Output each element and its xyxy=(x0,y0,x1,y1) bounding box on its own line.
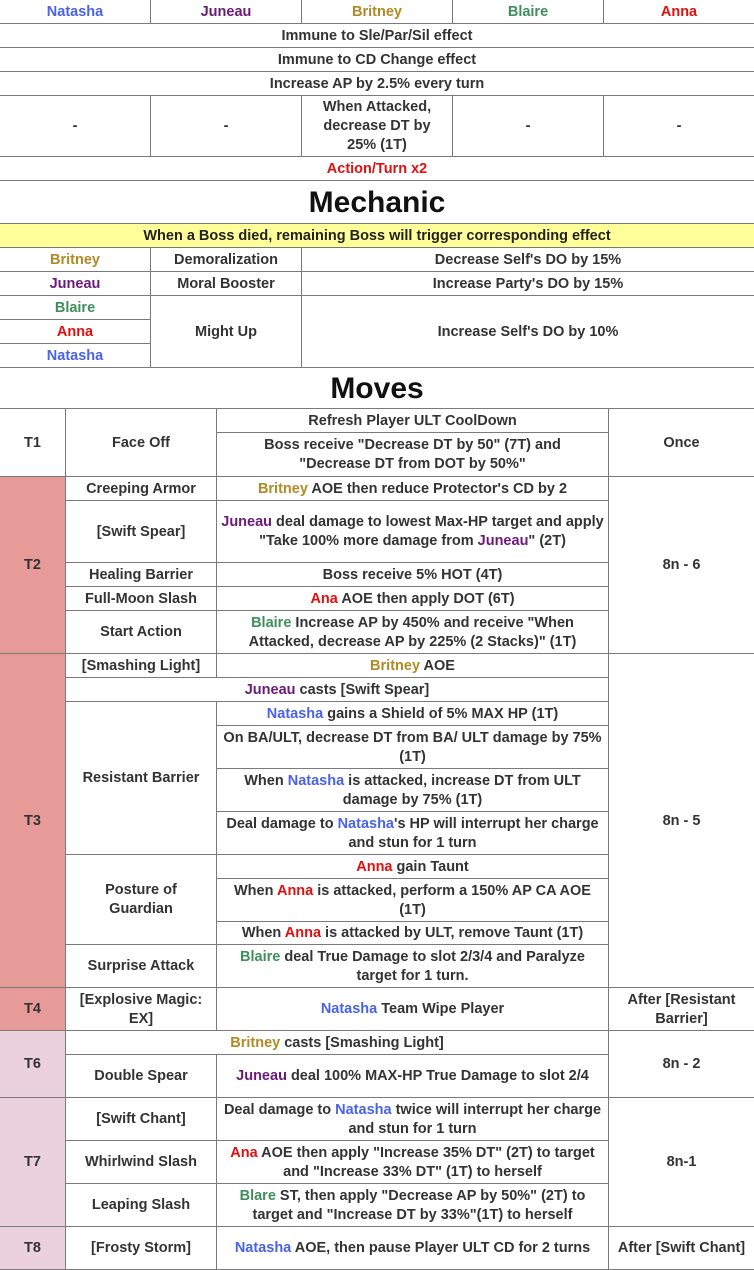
turn-t3: T3 xyxy=(24,812,41,829)
table-rule xyxy=(150,0,151,24)
effect-anna-counter xyxy=(217,879,608,922)
effect-text: is attacked, perform a 150% AP CA AOE (1T) xyxy=(313,882,591,918)
effect-text: Team Wipe Player xyxy=(377,1001,505,1017)
table-rule xyxy=(216,725,608,726)
mechanic-demoralization: Demoralization xyxy=(174,251,278,268)
mechanic-boss-juneau: Juneau xyxy=(49,275,101,292)
table-rule xyxy=(0,95,754,96)
table-rule xyxy=(301,248,302,368)
table-rule xyxy=(65,610,608,611)
table-rule xyxy=(65,1183,608,1184)
effect-full-moon-slash xyxy=(217,587,608,611)
boss-name: Juneau xyxy=(221,514,273,530)
timing-t1: Once xyxy=(663,434,700,451)
table-rule xyxy=(0,1097,754,1098)
mechanic-banner: When a Boss died, remaining Boss will trigger corresponding effect xyxy=(143,227,611,244)
effect-text: twice will interrupt her charge and stun for 1 turn xyxy=(348,1101,602,1137)
boss-name: Britney xyxy=(370,657,421,674)
table-rule xyxy=(0,319,150,320)
move-face-off: Face Off xyxy=(111,434,170,451)
effect-whirlwind-slash xyxy=(217,1141,608,1184)
boss-name: Natasha xyxy=(320,1001,378,1017)
action-turn-row: Action/Turn x2 xyxy=(326,160,428,177)
effect-text: AOE then apply "Increase 35% DT" (2T) to target and "Increase 33% DT" (1T) to herself xyxy=(257,1144,595,1180)
effect-text: ST, then apply "Decrease AP by 50%" (2T) to target and "Increase DT by 33%"(1T) to herself xyxy=(252,1187,586,1223)
turn-t1: T1 xyxy=(24,434,41,451)
effect-britney-casts-smashing-light xyxy=(66,1031,608,1055)
table-rule xyxy=(216,409,217,678)
boss-name: Blaire xyxy=(240,948,281,965)
table-rule xyxy=(0,476,754,477)
table-rule xyxy=(216,811,608,812)
boss-name: Natasha xyxy=(337,815,394,832)
boss-header-juneau: Juneau xyxy=(200,3,252,20)
passive-britney: When Attacked, decrease DT by 25% (1T) xyxy=(322,99,432,153)
effect-text: Deal damage to xyxy=(226,815,338,832)
table-rule xyxy=(65,677,608,678)
table-rule xyxy=(65,409,66,1270)
mechanic-title: Mechanic xyxy=(308,186,446,219)
effect-text: casts [Smashing Light] xyxy=(280,1034,444,1051)
table-rule xyxy=(216,1055,217,1270)
passive-blaire: - xyxy=(525,118,531,134)
timing-t7: 8n-1 xyxy=(666,1154,697,1170)
boss-header-blaire: Blaire xyxy=(507,3,549,20)
boss-name: Blaire xyxy=(251,614,292,631)
move-creeping-armor: Creeping Armor xyxy=(86,480,196,497)
boss-name: Blare xyxy=(239,1187,276,1204)
effect-text: AOE then reduce Protector's CD by 2 xyxy=(307,480,568,497)
move-full-moon-slash: Full-Moon Slash xyxy=(85,590,197,607)
turn-t2: T2 xyxy=(24,557,41,573)
table-rule xyxy=(216,921,608,922)
effect-text: Increase AP by 450% and receive "When Attacked, decrease AP by 225% (2 Stacks)" (1T) xyxy=(248,614,577,650)
move-double-spear: Double Spear xyxy=(94,1068,188,1084)
move-swift-chant: [Swift Chant] xyxy=(96,1111,186,1127)
effect-boss-decrease-dt: Boss receive "Decrease DT by 50" (7T) and "Decrease DT from DOT by 50%" xyxy=(264,437,561,472)
timing-t4: After [Resistant Barrier] xyxy=(627,991,736,1027)
boss-name: Juneau xyxy=(244,681,296,698)
move-posture-of-guardian: Posture of Guardian xyxy=(105,882,177,917)
move-surprise-attack: Surprise Attack xyxy=(87,958,195,974)
table-rule xyxy=(0,987,754,988)
table-rule xyxy=(608,409,609,1270)
timing-t6: 8n - 2 xyxy=(662,1056,701,1072)
boss-name: Juneau xyxy=(477,533,529,549)
table-rule xyxy=(216,878,608,879)
move-swift-spear: [Swift Spear] xyxy=(96,523,186,540)
effect-text: Deal damage to xyxy=(223,1101,336,1118)
immune-status-row: Immune to Sle/Par/Sil effect xyxy=(281,27,473,44)
mechanic-boss-natasha: Natasha xyxy=(46,347,104,364)
effect-anna-taunt xyxy=(217,855,608,879)
effect-juneau-casts-swift-spear xyxy=(66,678,608,702)
boss-name: Natasha xyxy=(287,772,345,789)
turn-t7: T7 xyxy=(24,1154,41,1170)
effect-text: When xyxy=(234,882,277,899)
effect-ba-ult-decrease: On BA/ULT, decrease DT from BA/ ULT damage by 75% (1T) xyxy=(223,729,602,765)
move-explosive-magic: [Explosive Magic: EX] xyxy=(79,991,203,1027)
boss-name: Ana xyxy=(310,590,338,607)
passive-juneau: - xyxy=(223,118,229,134)
table-rule xyxy=(0,156,754,157)
effect-text: AOE, then pause Player ULT CD for 2 turns xyxy=(291,1240,591,1256)
boss-header-anna: Anna xyxy=(660,3,698,20)
mechanic-boss-blaire: Blaire xyxy=(54,299,96,316)
table-rule xyxy=(0,180,754,181)
boss-name: Anna xyxy=(356,858,393,875)
effect-healing-barrier: Boss receive 5% HOT (4T) xyxy=(322,566,503,583)
effect-surprise-attack xyxy=(217,945,608,988)
passive-natasha: - xyxy=(72,118,78,134)
boss-name: Britney xyxy=(257,480,308,497)
table-rule xyxy=(65,586,608,587)
table-rule xyxy=(0,71,754,72)
effect-text: 's HP will interrupt her charge and stun for 1 turn xyxy=(348,815,599,851)
boss-name: Natasha xyxy=(266,705,324,722)
mechanic-boss-britney: Britney xyxy=(50,251,100,268)
effect-text: is attacked by ULT, remove Taunt (1T) xyxy=(321,925,584,941)
effect-leaping-slash xyxy=(217,1184,608,1227)
table-rule xyxy=(301,96,302,157)
effect-double-spear xyxy=(217,1055,608,1098)
table-rule xyxy=(150,96,151,157)
mechanic-might-up: Might Up xyxy=(194,323,257,340)
effect-frosty-storm xyxy=(217,1227,608,1270)
boss-name: Juneau xyxy=(236,1068,287,1084)
effect-swift-chant xyxy=(217,1098,608,1141)
timing-t2: 8n - 6 xyxy=(662,557,701,573)
effect-text: " (2T) xyxy=(528,533,566,549)
table-rule xyxy=(603,96,604,157)
boss-name: Natasha xyxy=(234,1240,292,1256)
effect-creeping-armor xyxy=(217,477,608,501)
table-rule xyxy=(65,1054,608,1055)
table-rule xyxy=(65,562,608,563)
passive-anna: - xyxy=(676,118,682,134)
boss-name: Ana xyxy=(230,1144,258,1161)
turn-t6: T6 xyxy=(24,1056,41,1072)
effect-refresh-ult: Refresh Player ULT CoolDown xyxy=(308,412,517,429)
effect-text: gains a Shield of 5% MAX HP (1T) xyxy=(323,705,559,722)
turn-t4: T4 xyxy=(24,1001,41,1017)
move-frosty-storm: [Frosty Storm] xyxy=(91,1240,191,1256)
table-rule xyxy=(0,343,150,344)
table-rule xyxy=(65,500,608,501)
mechanic-demoralization-effect: Decrease Self's DO by 15% xyxy=(434,251,622,268)
table-rule xyxy=(0,247,754,248)
effect-text: deal damage to lowest Max-HP target and apply "Take 100% more damage from xyxy=(259,514,604,549)
mechanic-moral-booster: Moral Booster xyxy=(177,275,275,292)
effect-anna-remove-taunt xyxy=(217,922,608,945)
table-rule xyxy=(0,47,754,48)
effect-text: is attacked, increase DT from ULT damage by 75% (1T) xyxy=(342,772,581,808)
effect-team-wipe xyxy=(217,988,608,1031)
effect-text: When xyxy=(244,772,288,789)
boss-name: Anna xyxy=(276,882,314,899)
effect-text: AOE then apply DOT (6T) xyxy=(337,590,515,607)
table-rule xyxy=(216,768,608,769)
table-rule xyxy=(0,408,754,409)
move-whirlwind-slash: Whirlwind Slash xyxy=(85,1154,197,1170)
table-rule xyxy=(452,0,453,24)
table-rule xyxy=(65,854,608,855)
effect-text: AOE xyxy=(420,657,455,674)
move-smashing-light: [Smashing Light] xyxy=(81,657,201,674)
table-rule xyxy=(0,367,754,368)
table-rule xyxy=(65,944,608,945)
table-rule xyxy=(0,223,754,224)
table-rule xyxy=(0,295,754,296)
boss-name: Britney xyxy=(230,1034,281,1051)
boss-name: Anna xyxy=(284,925,322,941)
move-leaping-slash: Leaping Slash xyxy=(91,1197,191,1213)
boss-name: Natasha xyxy=(335,1101,392,1118)
table-rule xyxy=(452,96,453,157)
table-rule xyxy=(150,248,151,368)
table-rule xyxy=(0,1030,754,1031)
move-resistant-barrier: Resistant Barrier xyxy=(82,770,200,786)
table-rule xyxy=(0,1226,754,1227)
table-rule xyxy=(0,23,754,24)
ap-increase-row: Increase AP by 2.5% every turn xyxy=(269,75,485,92)
table-rule xyxy=(216,432,608,433)
timing-t3: 8n - 5 xyxy=(662,812,701,829)
table-rule xyxy=(65,701,608,702)
timing-t8: After [Swift Chant] xyxy=(617,1240,746,1256)
moves-title: Moves xyxy=(330,372,424,405)
mechanic-might-up-effect: Increase Self's DO by 10% xyxy=(437,323,619,340)
move-healing-barrier: Healing Barrier xyxy=(89,566,193,583)
effect-text: deal True Damage to slot 2/3/4 and Paralyze target for 1 turn. xyxy=(280,948,585,984)
boss-header-britney: Britney xyxy=(352,3,402,20)
table-rule xyxy=(301,0,302,24)
effect-text: deal 100% MAX-HP True Damage to slot 2/4 xyxy=(286,1068,589,1084)
effect-natasha-attacked xyxy=(217,769,608,812)
table-rule xyxy=(603,0,604,24)
move-start-action: Start Action xyxy=(100,624,182,640)
boss-header-natasha: Natasha xyxy=(46,3,104,20)
effect-swift-spear xyxy=(217,501,608,563)
effect-smashing-light xyxy=(217,654,608,678)
effect-start-action xyxy=(217,611,608,654)
table-rule xyxy=(65,1140,608,1141)
table-rule xyxy=(0,271,754,272)
turn-t8: T8 xyxy=(24,1240,41,1256)
mechanic-moral-booster-effect: Increase Party's DO by 15% xyxy=(432,275,624,292)
table-rule xyxy=(0,653,754,654)
immune-cd-row: Immune to CD Change effect xyxy=(277,51,477,68)
effect-natasha-interrupt xyxy=(217,812,608,855)
effect-text: gain Taunt xyxy=(392,858,469,875)
mechanic-boss-anna: Anna xyxy=(56,323,94,340)
effect-text: When xyxy=(241,925,285,941)
effect-natasha-shield xyxy=(217,702,608,726)
table-rule xyxy=(216,702,217,1031)
effect-text: casts [Swift Spear] xyxy=(295,681,430,698)
